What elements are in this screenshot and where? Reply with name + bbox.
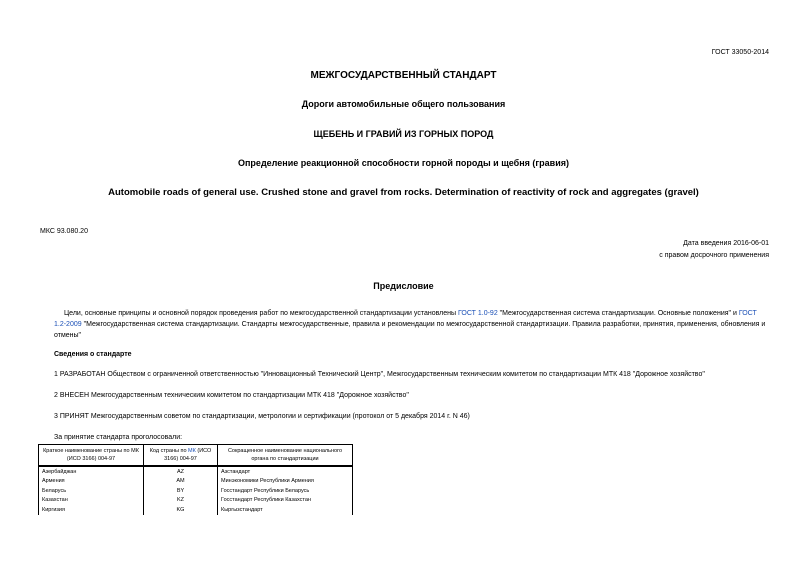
column-header-code	[144, 445, 218, 467]
info-item-submitted: 2 ВНЕСЕН Межгосударственным техническим комитетом по стандартизации МТК 418 "Дорожное хозяйство"	[54, 392, 409, 399]
country-cell: Азербайджан	[39, 466, 144, 477]
intro-date-line: Дата введения 2016-06-01	[683, 240, 769, 247]
foreword-title: Предисловие	[373, 281, 434, 291]
code-cell: KG	[144, 505, 218, 515]
body-cell: Кыргызстандарт	[218, 505, 353, 515]
table-header-row	[39, 445, 353, 467]
column-header-code-text: Код страны по	[149, 448, 189, 454]
table-row	[39, 466, 353, 477]
info-item-adopted: 3 ПРИНЯТ Межгосударственным советом по стандартизации, метрологии и сертификации (протокол от 5 декабря 2014 г. N 46)	[54, 413, 470, 420]
foreword-text-3: "Межгосударственная система стандартизации. Стандарты межгосударственные, правила и рекомендации по межгосударственной стандартизации. Правила разработки, принятия, применения, обновления и отмены"	[54, 321, 766, 339]
country-cell: Армения	[39, 477, 144, 487]
table-row	[39, 486, 353, 496]
code-cell: BY	[144, 486, 218, 496]
info-heading: Сведения о стандарте	[54, 351, 132, 358]
column-header-body: Сокращенное наименование национального органа по стандартизации	[218, 445, 353, 467]
intro-date	[659, 238, 769, 262]
title-main: МЕЖГОСУДАРСТВЕННЫЙ СТАНДАРТ	[310, 70, 497, 81]
vote-intro: За принятие стандарта проголосовали:	[54, 434, 183, 441]
table-row	[39, 477, 353, 487]
body-cell: Госстандарт Республики Казахстан	[218, 496, 353, 506]
body-cell: Азстандарт	[218, 466, 353, 477]
title-road: Дороги автомобильные общего пользования	[301, 99, 506, 109]
code-cell: KZ	[144, 496, 218, 506]
column-header-code-text-2: (ИСО 3166) 004-97	[164, 448, 212, 462]
gost-1-2-link[interactable]: ГОСТ 1.2-2009	[54, 310, 757, 328]
mk-link[interactable]: МК	[188, 448, 196, 454]
title-method: Определение реакционной способности горной породы и щебня (гравия)	[238, 158, 569, 168]
standard-code: ГОСТ 33050-2014	[711, 49, 769, 56]
table-row	[39, 496, 353, 506]
gost-1-0-link[interactable]: ГОСТ 1.0-92	[457, 310, 498, 317]
foreword-text-1: Цели, основные принципы и основной порядок проведения работ по межгосударственной стандартизации установлены	[64, 310, 458, 317]
code-cell: AM	[144, 477, 218, 487]
table-row	[39, 505, 353, 515]
foreword-text-2: "Межгосударственная система стандартизации. Основные положения" и	[497, 310, 739, 317]
body-cell: Госстандарт Республики Беларусь	[218, 486, 353, 496]
voting-table	[38, 444, 353, 515]
intro-date-note: с правом досрочного применения	[659, 252, 769, 259]
country-cell: Киргизия	[39, 505, 144, 515]
column-header-country: Краткое наименование страны по МК (ИСО 3166) 004-97	[39, 445, 144, 467]
title-english: Automobile roads of general use. Crushed stone and gravel from rocks. Determination of reactivity of rock and aggregates (gravel)	[108, 187, 699, 198]
title-material: ЩЕБЕНЬ И ГРАВИЙ ИЗ ГОРНЫХ ПОРОД	[313, 129, 494, 139]
body-cell: Минэкономики Республики Армения	[218, 477, 353, 487]
mks-code: МКС 93.080.20	[40, 228, 88, 235]
foreword-paragraph	[54, 308, 769, 341]
info-item-developed: 1 РАЗРАБОТАН Обществом с ограниченной ответственностью "Инновационный Технический Центр", Межгосударственным техническим комитетом по стандартизации МТК 418 "Дорожное хозяйство"	[54, 371, 705, 378]
country-cell: Казахстан	[39, 496, 144, 506]
code-cell: AZ	[144, 466, 218, 477]
country-cell: Беларусь	[39, 486, 144, 496]
